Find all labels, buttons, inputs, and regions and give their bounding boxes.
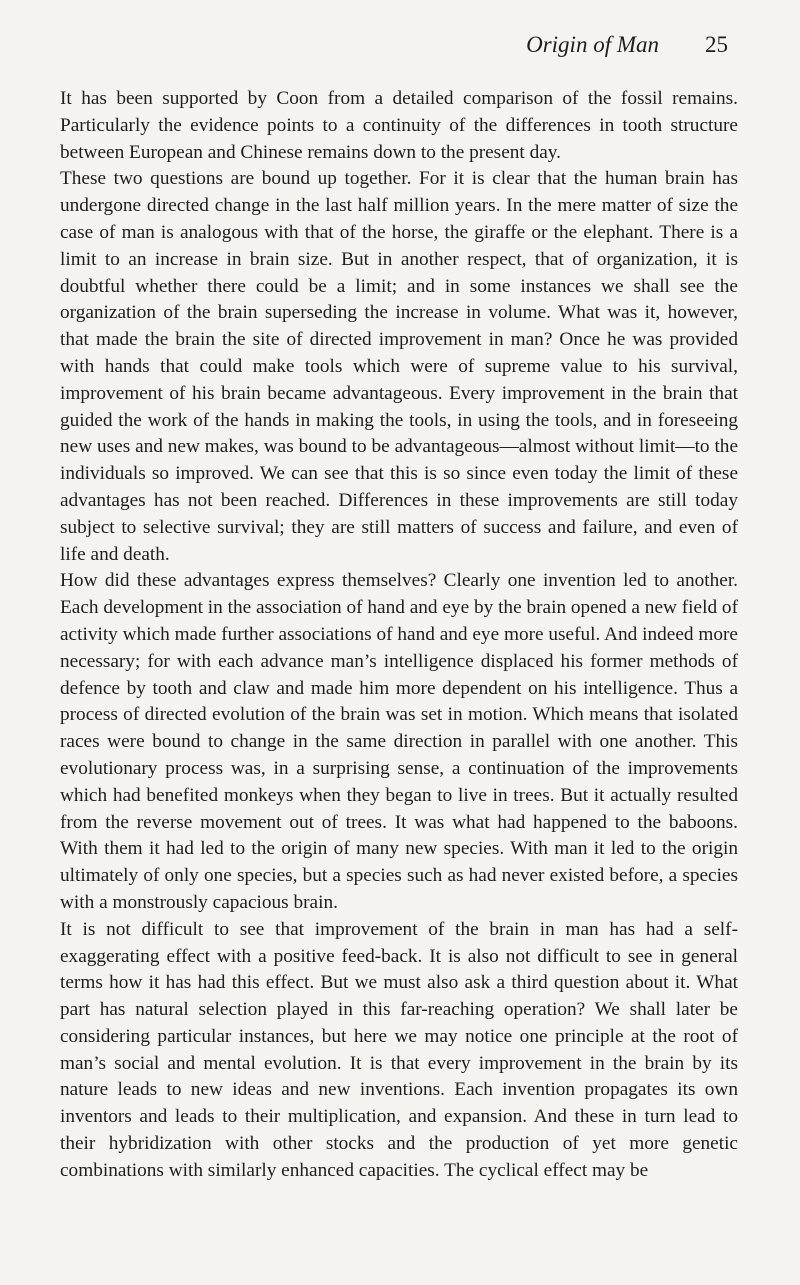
page-number: 25 bbox=[705, 32, 728, 57]
body-text bbox=[60, 86, 738, 1185]
running-title: Origin of Man bbox=[526, 32, 659, 57]
paragraph-2: These two questions are bound up together. For it is clear that the human brain has undergone directed change in the last half million years. In the mere matter of size the case of man is analogous with that of the horse, the giraffe or the elephant. There is a limit to an increase in brain size. But in another respect, that of organization, it is doubtful whether there could be a limit; and in some instances we shall see the organization of the brain superseding the increase in volume. What was it, however, that made the brain the site of directed improvement in man? Once he was provided with hands that could make tools which were of supreme value to his survival, improvement of his brain became advantageous. Every improvement in the brain that guided the work of the hands in making the tools, in using the tools, and in foreseeing new uses and new makes, was bound to be advantageous—almost without limit—to the individuals so improved. We can see that this is so since even today the limit of these advantages has not been reached. Differences in these improvements are still today subject to selective survival; they are still matters of success and failure, and even of life and death. bbox=[60, 168, 738, 565]
running-head bbox=[526, 32, 728, 58]
paragraph-4: It is not difficult to see that improvement of the brain in man has had a self-exaggerating effect with a positive feed-back. It is also not difficult to see in general terms how it has had this effect. But we must also ask a third question about it. What part has natural selection played in this far-reaching operation? We shall later be considering particular instances, but here we may notice one principle at the root of man’s social and mental evolution. It is that every improvement in the brain by its nature leads to new ideas and new inventions. Each invention propagates its own inventors and leads to their multiplication, and expansion. And these in turn lead to their hybridization with other stocks and the production of yet more genetic combinations with similarly enhanced capacities. The cyclical effect may be bbox=[60, 918, 738, 1181]
paragraph-1: It has been supported by Coon from a detailed comparison of the fossil remains. Particularly the evidence points to a continuity of the differences in tooth structure between European and Chinese remains down to the present day. bbox=[60, 88, 738, 163]
paragraph-3: How did these advantages express themselves? Clearly one invention led to another. Each development in the association of hand and eye by the brain opened a new field of activity which made further associations of hand and eye more useful. And indeed more necessary; for with each advance man’s intelligence displaced his former methods of defence by tooth and claw and made him more dependent on his intelligence. Thus a process of directed evolution of the brain was set in motion. Which means that isolated races were bound to change in the same direction in parallel with one another. This evolutionary process was, in a surprising sense, a continuation of the improvements which had benefited monkeys when they began to live in trees. But it actually resulted from the reverse movement out of trees. It was what had happened to the baboons. With them it had led to the origin of many new species. With man it led to the origin ultimately of only one species, but a species such as had never existed before, a species with a monstrously capacious brain. bbox=[60, 570, 738, 913]
